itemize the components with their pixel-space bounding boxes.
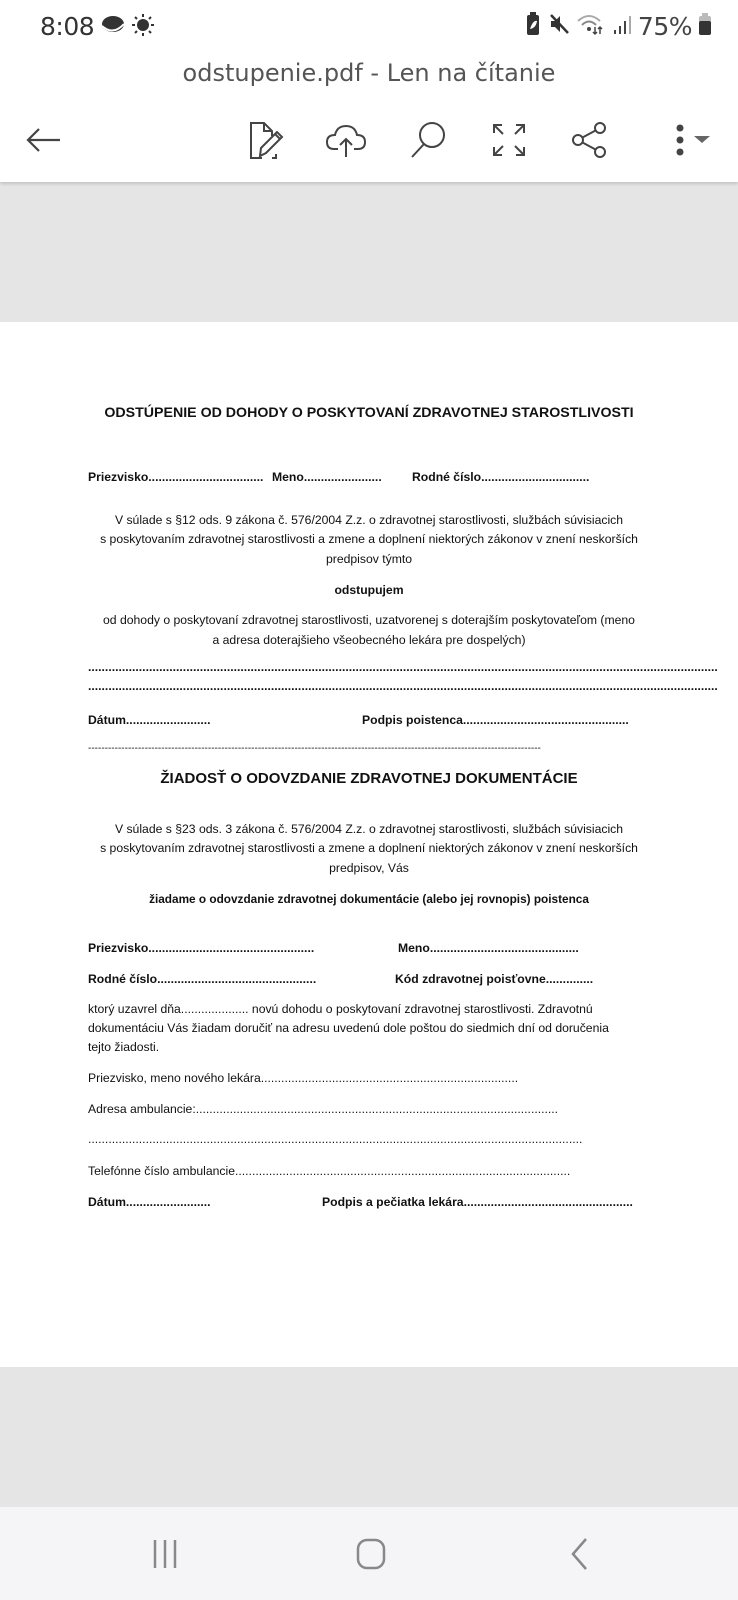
back-button[interactable] (20, 116, 68, 164)
battery-saver-icon (524, 12, 542, 41)
field-meno: Meno....................... (272, 470, 382, 484)
edit-icon (248, 120, 286, 160)
section1-para1-line2: s poskytovaním zdravotnej starostlivosti a zmene a doplnení niektorých zákonov v znení neskorších (100, 532, 638, 546)
section2-podpis: Podpis a pečiatka lekára.................................................. (322, 1195, 633, 1209)
dotted-line-1: .......................................................................................................................................................................................... (88, 660, 718, 674)
share-button[interactable] (566, 116, 614, 164)
section2-kod-poistovne: Kód zdravotnej poisťovne.............. (395, 972, 594, 986)
battery-icon (698, 12, 712, 41)
share-icon (571, 121, 609, 159)
section2-priezvisko: Priezvisko................................................. (88, 941, 315, 955)
field-priezvisko: Priezvisko.................................. (88, 470, 264, 484)
section2-rodne-cislo: Rodné číslo............................................... (88, 972, 317, 986)
pdf-page[interactable] (0, 322, 738, 1367)
recent-apps-icon (150, 1538, 182, 1570)
weather-cloud-icon (100, 14, 126, 41)
adresa-continuation: .................................................................................................................................................. (88, 1132, 583, 1146)
back-nav-icon (568, 1537, 592, 1571)
section-separator: ---------------------------------------------------------------------------------------------------------------------------------------- (88, 743, 541, 754)
section1-emphasis: odstupujem (334, 583, 404, 597)
recent-apps-button[interactable] (136, 1529, 196, 1579)
section1-datum: Dátum......................... (88, 713, 211, 727)
section2-request: žiadame o odovzdanie zdravotnej dokumentácie (alebo jej rovnopis) poistenca (149, 892, 589, 906)
section2-para1-line1: V súlade s §23 ods. 3 zákona č. 576/2004 Z.z. o zdravotnej starostlivosti, službách súvisiacich (114, 822, 624, 836)
section1-title: ODSTÚPENIE OD DOHODY O POSKYTOVANÍ ZDRAVOTNEJ STAROSTLIVOSTI (104, 405, 634, 421)
more-options-button[interactable] (655, 116, 725, 164)
dotted-line-2: .......................................................................................................................................................................................... (88, 679, 718, 693)
title-bar (0, 56, 738, 106)
search-button[interactable] (404, 116, 452, 164)
novy-lekar-field: Priezvisko, meno nového lekára............................................................................ (88, 1071, 519, 1085)
section2-meno: Meno............................................ (398, 941, 579, 955)
section1-para1-line3: predpisov týmto (325, 552, 413, 566)
mute-icon (548, 13, 570, 40)
status-bar (0, 0, 738, 56)
section1-para2-line1: od dohody o poskytovaní zdravotnej starostlivosti, uzatvorenej s doterajším poskytovateľom (meno (103, 613, 635, 627)
cloud-upload-icon (325, 121, 367, 159)
document-title: odstupenie.pdf - Len na čítanie (182, 59, 556, 87)
section2-para2-line1: ktorý uzavrel dňa.................... novú dohodu o poskytovaní zdravotnej starostlivosti. Zdravotnú (88, 1002, 593, 1016)
fullscreen-button[interactable] (485, 116, 533, 164)
signal-icon (612, 13, 632, 40)
home-icon (354, 1537, 388, 1571)
edit-button[interactable] (243, 116, 291, 164)
brightness-sun-icon (132, 14, 154, 41)
adresa-field: Adresa ambulancie:........................................................................................................... (88, 1102, 559, 1116)
clock: 8:08 (40, 12, 95, 41)
navigation-bar (0, 1507, 738, 1600)
battery-percent: 75% (637, 12, 692, 41)
toolbar (0, 106, 738, 182)
page-gap-top (0, 182, 738, 322)
back-nav-button[interactable] (550, 1529, 610, 1579)
section2-para1-line2: s poskytovaním zdravotnej starostlivosti a zmene a doplnení niektorých zákonov v znení neskorších (100, 841, 638, 855)
wifi-icon (576, 13, 606, 40)
page-gap-bottom (0, 1367, 738, 1507)
more-icon (660, 120, 720, 160)
section1-para2-line2: a adresa doterajšieho všeobecného lekára pre dospelých) (212, 633, 526, 647)
section1-para1-line1: V súlade s §12 ods. 9 zákona č. 576/2004 Z.z. o zdravotnej starostlivosti, službách súvisiacich (114, 513, 624, 527)
search-icon (409, 121, 447, 159)
section2-datum: Dátum......................... (88, 1195, 211, 1209)
section2-para1-line3: predpisov, Vás (329, 861, 409, 875)
telefon-field: Telefónne číslo ambulancie................................................................................................... (88, 1164, 571, 1178)
field-rodne-cislo: Rodné číslo................................ (412, 470, 590, 484)
home-button[interactable] (341, 1529, 401, 1579)
section2-title: ŽIADOSŤ O ODOVZDANIE ZDRAVOTNEJ DOKUMENTÁCIE (160, 770, 578, 787)
fullscreen-icon (491, 122, 527, 158)
section2-para2-line2: dokumentáciu Vás žiadam doručiť na adresu uvedenú dole poštou do siedmich dní od doručenia (88, 1021, 609, 1035)
section1-podpis: Podpis poistenca................................................. (362, 713, 629, 727)
cloud-upload-button[interactable] (322, 116, 370, 164)
section2-para2-line3: tejto žiadosti. (88, 1040, 160, 1054)
back-icon (24, 125, 64, 155)
